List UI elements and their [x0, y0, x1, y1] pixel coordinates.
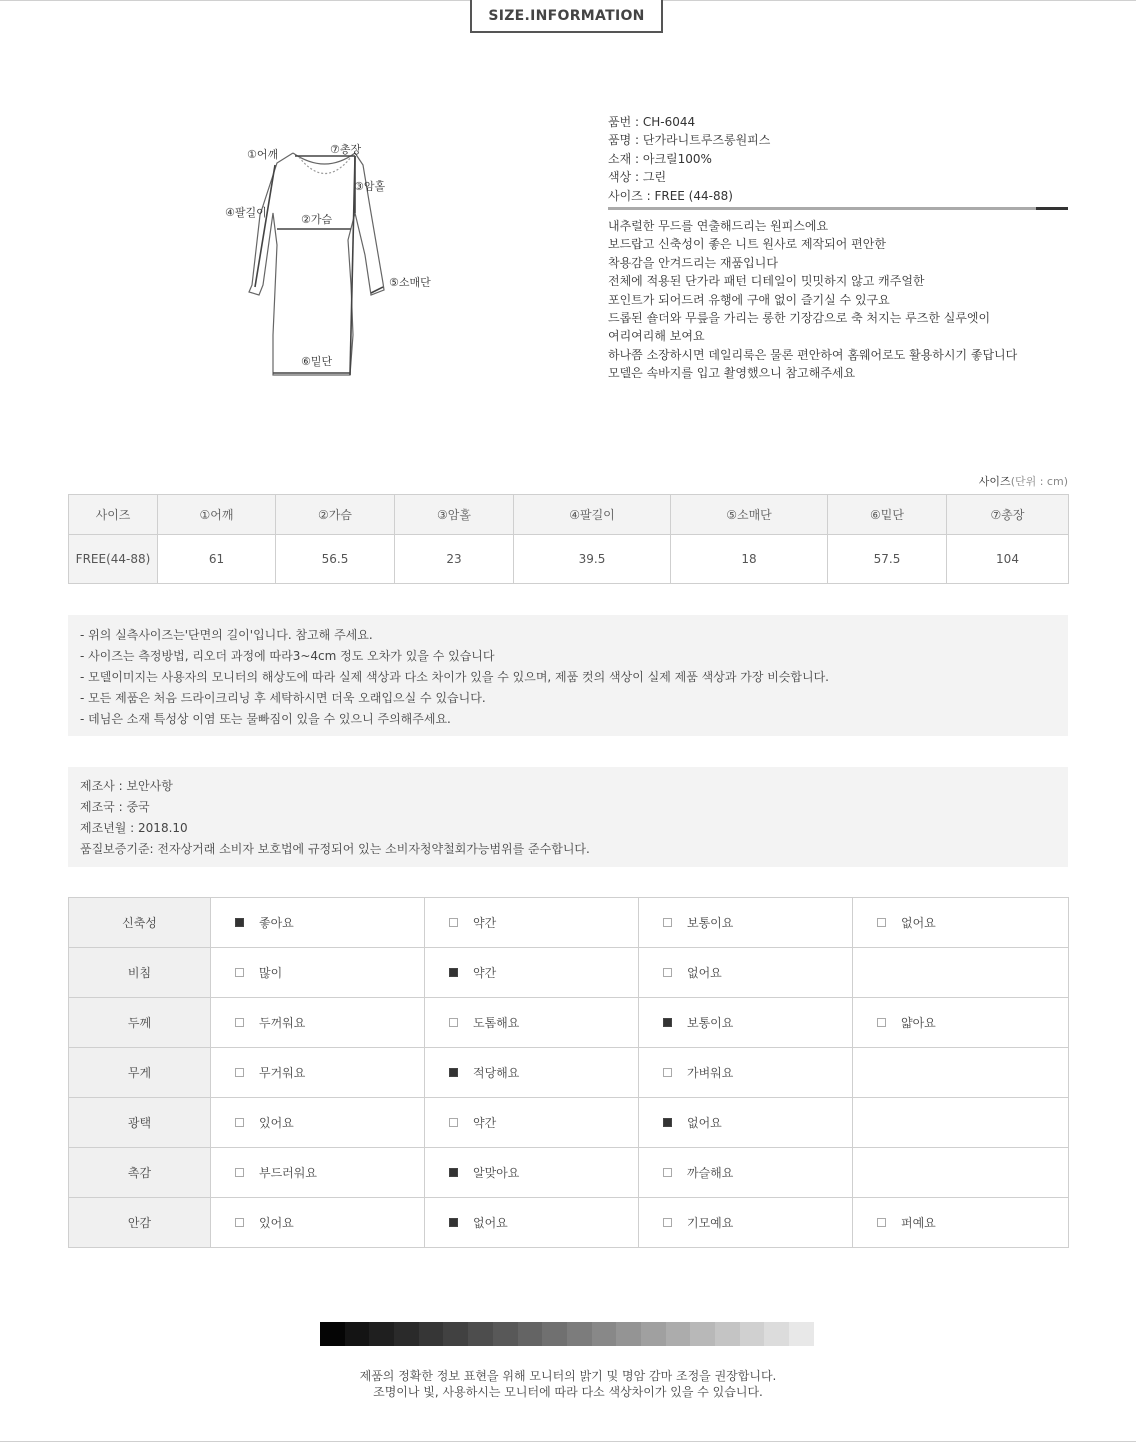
feel-option-label: 있어요	[259, 1116, 294, 1130]
manufacturer-line: 제조국 : 중국	[80, 800, 150, 814]
diagram-label-hem: ⑥밑단	[301, 355, 333, 368]
header-cell: ①어깨	[158, 495, 276, 535]
gray-swatch	[666, 1322, 691, 1346]
feel-option	[639, 1198, 853, 1248]
feel-option	[211, 898, 425, 948]
description-line: 포인트가 되어드려 유행에 구애 없이 즐기실 수 있구요	[608, 292, 890, 307]
gray-swatch	[542, 1322, 567, 1346]
feel-option-label: 무거워요	[259, 1066, 306, 1080]
feel-option	[211, 1048, 425, 1098]
diagram-label-sleeve-cuff: ⑤소매단	[389, 276, 431, 289]
unit-note: (단위 : cm)	[1010, 475, 1068, 488]
feel-row	[69, 998, 1069, 1048]
feel-row	[69, 1148, 1069, 1198]
manufacturer-line: 제조년월 : 2018.10	[80, 821, 188, 835]
diagram-label-total-length: ⑦총장	[330, 143, 362, 156]
header-cell: ⑥밑단	[828, 495, 947, 535]
checkbox-icon[interactable]	[449, 918, 458, 927]
feel-option-label: 많이	[259, 966, 283, 980]
feel-option	[425, 1098, 639, 1148]
size-table	[68, 494, 1069, 584]
feel-option-label: 없어요	[473, 1216, 508, 1230]
info-divider	[608, 207, 1068, 210]
feel-option-label: 없어요	[687, 1116, 722, 1130]
product-size: 사이즈 : FREE (44-88)	[608, 188, 733, 203]
feel-option	[211, 1198, 425, 1248]
gray-swatch	[468, 1322, 493, 1346]
header-cell: ⑦총장	[947, 495, 1069, 535]
feel-option	[639, 1098, 853, 1148]
bottom-divider	[0, 1441, 1136, 1442]
checkbox-icon[interactable]	[663, 1068, 672, 1077]
feel-row	[69, 1048, 1069, 1098]
product-name: 품명 : 단가라니트루즈롱원피스	[608, 133, 771, 148]
gray-swatch	[641, 1322, 666, 1346]
checked-box-icon[interactable]	[449, 1068, 458, 1077]
gray-scale-bar	[320, 1322, 814, 1346]
dress-outline	[215, 135, 455, 385]
product-color: 색상 : 그린	[608, 170, 667, 185]
gray-swatch	[616, 1322, 641, 1346]
empty-cell	[853, 1048, 1069, 1098]
gray-swatch	[345, 1322, 370, 1346]
feel-option	[639, 1148, 853, 1198]
gray-swatch	[690, 1322, 715, 1346]
table-cell: 57.5	[828, 535, 947, 584]
feel-option-label: 기모예요	[687, 1216, 734, 1230]
feel-option-label: 없어요	[687, 966, 722, 980]
feel-row-label: 비침	[69, 948, 211, 998]
table-cell: 23	[395, 535, 514, 584]
header-cell: ③암홀	[395, 495, 514, 535]
header-cell: ②가슴	[276, 495, 395, 535]
gray-swatch	[518, 1322, 543, 1346]
checkbox-icon[interactable]	[877, 1218, 886, 1227]
checkbox-icon[interactable]	[877, 1018, 886, 1027]
feel-option-label: 약간	[473, 1116, 497, 1130]
header-cell: 사이즈	[69, 495, 158, 535]
feel-option	[853, 998, 1069, 1048]
feel-option	[425, 1198, 639, 1248]
feel-row-label: 신축성	[69, 898, 211, 948]
feel-row-label: 무게	[69, 1048, 211, 1098]
gray-swatch	[394, 1322, 419, 1346]
checkbox-icon[interactable]	[235, 968, 244, 977]
feel-row	[69, 948, 1069, 998]
gray-swatch	[419, 1322, 444, 1346]
feel-option-label: 보통이요	[687, 916, 734, 930]
feel-option	[853, 898, 1069, 948]
feel-option-label: 적당해요	[473, 1066, 520, 1080]
description-line: 하나쯤 소장하시면 데일리룩은 물론 편안하여 홈웨어로도 활용하시기 좋답니다	[608, 347, 1018, 362]
checked-box-icon[interactable]	[449, 1218, 458, 1227]
product-description	[608, 217, 1068, 383]
feel-option-label: 좋아요	[259, 916, 294, 930]
size-table-header	[69, 495, 1069, 535]
diagram-label-chest: ②가슴	[301, 213, 333, 226]
feel-option-label: 보통이요	[687, 1016, 734, 1030]
gray-swatch	[715, 1322, 740, 1346]
feel-option-label: 까슬해요	[687, 1166, 734, 1180]
feel-row-label: 촉감	[69, 1148, 211, 1198]
description-line: 보드랍고 신축성이 좋은 니트 원사로 제작되어 편안한	[608, 237, 886, 252]
feel-option	[425, 998, 639, 1048]
checkbox-icon[interactable]	[663, 1218, 672, 1227]
manufacturer-line: 제조사 : 보안사항	[80, 779, 173, 793]
gray-swatch	[789, 1322, 814, 1346]
checked-box-icon[interactable]	[449, 968, 458, 977]
product-material: 소재 : 아크릴100%	[608, 151, 712, 166]
gray-swatch	[567, 1322, 592, 1346]
table-cell: 39.5	[514, 535, 671, 584]
checkbox-icon[interactable]	[235, 1018, 244, 1027]
feel-option-label: 약간	[473, 916, 497, 930]
diagram-label-sleeve-length: ④팔길이	[225, 206, 267, 219]
footer-line: 제품의 정확한 정보 표현을 위해 모니터의 밝기 및 명암 감마 조정을 권장합니다.	[359, 1369, 777, 1383]
checkbox-icon[interactable]	[663, 1168, 672, 1177]
product-info	[608, 113, 1068, 383]
checked-box-icon[interactable]	[663, 1118, 672, 1127]
gray-swatch	[320, 1322, 345, 1346]
checkbox-icon[interactable]	[235, 1218, 244, 1227]
feel-row	[69, 1098, 1069, 1148]
table-cell: FREE(44-88)	[69, 535, 158, 584]
table-cell: 104	[947, 535, 1069, 584]
table-cell: 18	[671, 535, 828, 584]
manufacturer-box	[68, 767, 1068, 867]
empty-cell	[853, 948, 1069, 998]
feel-option-label: 부드러워요	[259, 1166, 317, 1180]
feel-option	[639, 998, 853, 1048]
notice-box	[68, 615, 1068, 736]
feel-option	[211, 1148, 425, 1198]
description-line: 드롭된 숄더와 무릎을 가리는 롱한 기장감으로 축 처지는 루즈한 실루엣이	[608, 310, 991, 325]
manufacturer-line: 품질보증기준: 전자상거래 소비자 보호법에 규정되어 있는 소비자청약철회가능범위를 준수합니다.	[80, 842, 590, 856]
feel-option-label: 도톰해요	[473, 1016, 520, 1030]
garment-diagram	[215, 135, 455, 385]
feel-option	[211, 1098, 425, 1148]
feel-row-label: 안감	[69, 1198, 211, 1248]
header-cell: ④팔길이	[514, 495, 671, 535]
feel-option	[425, 948, 639, 998]
diagram-label-shoulder: ①어깨	[247, 148, 279, 161]
feel-option	[425, 898, 639, 948]
feel-option-label: 없어요	[901, 916, 936, 930]
feel-option-label: 두꺼워요	[259, 1016, 306, 1030]
feel-option	[853, 1198, 1069, 1248]
description-line: 여리여리해 보여요	[608, 329, 705, 344]
feel-row-label: 두께	[69, 998, 211, 1048]
gray-swatch	[443, 1322, 468, 1346]
section-title: SIZE.INFORMATION	[470, 0, 663, 33]
description-line: 내추럴한 무드를 연출해드리는 원피스에요	[608, 218, 829, 233]
checkbox-icon[interactable]	[449, 1118, 458, 1127]
checkbox-icon[interactable]	[449, 1018, 458, 1027]
notice-line: - 모델이미지는 사용자의 모니터의 해상도에 따라 실제 색상과 다소 차이가 있을 수 있으며, 제품 컷의 색상이 실제 제품 색상과 가장 비슷합니다.	[80, 670, 829, 684]
notice-line: - 위의 실측사이즈는'단면의 길이'입니다. 참고해 주세요.	[80, 628, 373, 642]
checkbox-icon[interactable]	[235, 1168, 244, 1177]
feel-option-label: 가벼워요	[687, 1066, 734, 1080]
checkbox-icon[interactable]	[877, 918, 886, 927]
notice-line: - 사이즈는 측정방법, 리오더 과정에 따라3~4cm 정도 오차가 있을 수 있습니다	[80, 649, 495, 663]
footer-line: 조명이나 빛, 사용하시는 모니터에 따라 다소 색상차이가 있을 수 있습니다.	[373, 1385, 763, 1399]
feel-row	[69, 1198, 1069, 1248]
gray-swatch	[493, 1322, 518, 1346]
feel-row	[69, 898, 1069, 948]
checkbox-icon[interactable]	[235, 1118, 244, 1127]
checkbox-icon[interactable]	[663, 918, 672, 927]
feel-option	[425, 1048, 639, 1098]
gray-swatch	[764, 1322, 789, 1346]
checked-box-icon[interactable]	[663, 1018, 672, 1027]
feel-option	[639, 898, 853, 948]
feel-option	[639, 1048, 853, 1098]
checked-box-icon[interactable]	[235, 918, 244, 927]
table-cell: 61	[158, 535, 276, 584]
gray-swatch	[369, 1322, 394, 1346]
header-cell: ⑤소매단	[671, 495, 828, 535]
feel-option	[639, 948, 853, 998]
size-table-row	[69, 535, 1069, 584]
notice-line: - 모든 제품은 처음 드라이크리닝 후 세탁하시면 더욱 오래입으실 수 있습니다.	[80, 691, 486, 705]
feel-option	[425, 1148, 639, 1198]
gray-swatch	[592, 1322, 617, 1346]
unit-title: 사이즈	[978, 475, 1011, 488]
product-number: 품번 : CH-6044	[608, 115, 696, 129]
empty-cell	[853, 1148, 1069, 1198]
notice-line: - 데님은 소재 특성상 이염 또는 물빠짐이 있을 수 있으니 주의해주세요.	[80, 712, 451, 726]
feel-option	[211, 948, 425, 998]
feel-option-label: 있어요	[259, 1216, 294, 1230]
monitor-notice	[0, 1368, 1136, 1400]
empty-cell	[853, 1098, 1069, 1148]
description-line: 착용감을 안겨드리는 재품입니다	[608, 255, 778, 270]
diagram-label-armhole: ③암홀	[354, 180, 386, 193]
feel-option-label: 얇아요	[901, 1016, 936, 1030]
description-line: 전체에 적용된 단가라 패턴 디테일이 밋밋하지 않고 캐주얼한	[608, 274, 925, 289]
feel-option-label: 약간	[473, 966, 497, 980]
size-unit-label	[900, 473, 1068, 489]
description-line: 모델은 속바지를 입고 촬영했으니 참고해주세요	[608, 366, 856, 381]
checkbox-icon[interactable]	[235, 1068, 244, 1077]
feel-option	[211, 998, 425, 1048]
table-cell: 56.5	[276, 535, 395, 584]
checkbox-icon[interactable]	[663, 968, 672, 977]
feel-row-label: 광택	[69, 1098, 211, 1148]
feel-option-label: 퍼예요	[901, 1216, 936, 1230]
feel-option-label: 알맞아요	[473, 1166, 520, 1180]
fabric-feel-table	[68, 897, 1069, 1248]
gray-swatch	[740, 1322, 765, 1346]
checked-box-icon[interactable]	[449, 1168, 458, 1177]
fabric-feel-body	[69, 898, 1069, 1248]
